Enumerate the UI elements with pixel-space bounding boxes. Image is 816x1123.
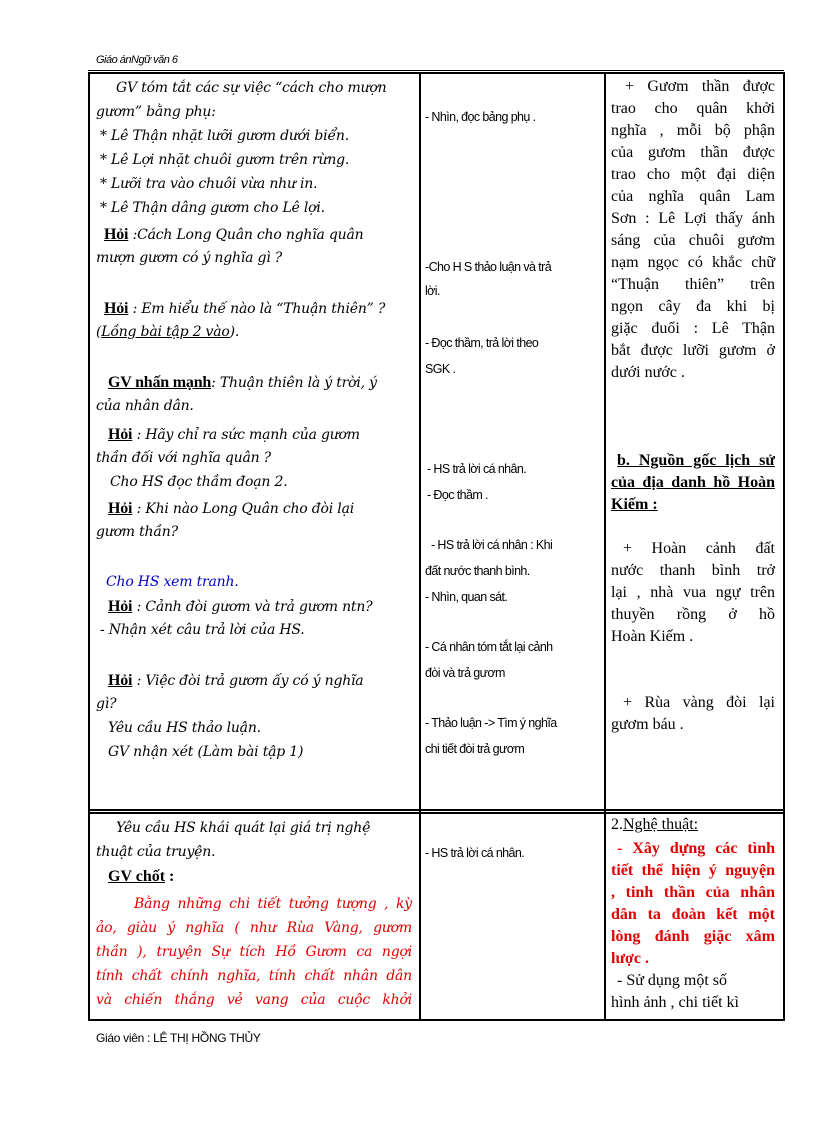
section-heading [611, 816, 698, 834]
text-line: lược . [611, 950, 650, 967]
paragraph [611, 76, 775, 384]
text-line: của nhân dân. [96, 398, 194, 414]
paragraph [611, 538, 775, 648]
text-line: lời. [425, 284, 440, 298]
paren-open: ( [96, 324, 102, 340]
text-line: - HS trả lời cá nhân : Khi [431, 538, 553, 552]
content-cell [605, 813, 784, 1020]
question-line [108, 426, 360, 444]
hoi-label: Hỏi [108, 426, 133, 443]
hoi-label: Hỏi [108, 500, 133, 517]
text-line: thuật của truyện. [96, 844, 216, 860]
text-line: SGK . [425, 362, 456, 376]
text-line: tính chất chính nghĩa, tính chất nhân dân [96, 968, 412, 984]
text-line: lòng đánh giặc xâm [611, 928, 775, 945]
emphasis-text: : Thuận thiên là ý trời, ý [211, 375, 377, 391]
text-line: dưới nước . [611, 364, 685, 381]
gv-emphasis-label: GV nhấn mạnh [108, 374, 212, 391]
text-line: * Lê Lợi nhặt chuôi gươm trên rừng. [100, 152, 350, 168]
paren-close: ). [229, 324, 240, 340]
question-line [104, 300, 385, 318]
text-line: đòi và trả gươm [425, 666, 505, 680]
text-line: nghĩa , mỗi bộ phận [611, 122, 775, 139]
table-row [89, 73, 784, 810]
question-line [108, 598, 372, 616]
text-line: gươm báu . [611, 716, 684, 733]
question-line [108, 672, 363, 690]
question-text: : Hãy chỉ ra sức mạnh của gươm [136, 427, 360, 443]
heading-text: Nghệ thuật: [623, 816, 699, 833]
header-rule [88, 70, 784, 71]
text-line: - Cá nhân tóm tắt lại cảnh [425, 640, 553, 654]
text-line: -Cho H S thảo luận và trả [425, 260, 552, 274]
text-line: thần đối với nghĩa quân ? [96, 450, 271, 466]
text-line: - HS trả lời cá nhân. [427, 462, 527, 476]
text-line: GV nhận xét (Làm bài tập 1) [108, 744, 304, 760]
question-text: :Cách Long Quân cho nghĩa quân [132, 227, 364, 243]
question-text: : Khi nào Long Quân cho đòi lại [136, 501, 354, 517]
text-line: Cho HS đọc thầm đoạn 2. [110, 474, 288, 490]
text-line: chi tiết đòi trả gươm [425, 742, 525, 756]
text-line: + Rùa vàng đòi lại [623, 694, 775, 711]
text-line: nước thanh bình trở [611, 562, 775, 579]
student-activity-cell [420, 73, 605, 810]
text-line: Yêu cầu HS thảo luận. [108, 720, 261, 736]
text-line: - Nhận xét câu trả lời của HS. [100, 622, 305, 638]
text-line: gươm thần? [96, 524, 178, 540]
text-line: - Đọc thầm . [427, 488, 488, 502]
teacher-activity-cell [89, 813, 420, 1020]
text-line: gì? [96, 696, 117, 712]
red-paragraph [611, 838, 775, 970]
red-paragraph [96, 892, 412, 1012]
text-line: + Hoàn cảnh đất [623, 540, 775, 557]
text-line: GV tóm tắt các sự việc “cách cho mượn [116, 80, 387, 96]
table-row [89, 813, 784, 1020]
question-line [104, 226, 363, 244]
text-line-blue: Cho HS xem tranh. [106, 574, 239, 590]
question-text: : Cảnh đòi gươm và trả gươm ntn? [136, 599, 373, 615]
text-line: thuyền rồng ở hồ [611, 606, 775, 623]
text-line: * Lưỡi tra vào chuôi vừa như in. [100, 176, 318, 192]
conclusion-label [108, 868, 174, 886]
text-line: của nghĩa quân Lam [611, 188, 775, 205]
heading-line: Kiếm : [611, 496, 658, 513]
page-footer: Giáo viên : LÊ THỊ HỒNG THỦY [96, 1031, 261, 1045]
heading-number: 2. [611, 816, 623, 833]
gv-chot-label: GV chốt [108, 868, 166, 885]
hoi-label: Hỏi [108, 672, 133, 689]
text-line: ngọn cây đa khi bị [611, 298, 775, 315]
hoi-label: Hỏi [104, 300, 129, 317]
student-activity-cell [420, 813, 605, 1020]
text-line: lại , nhà vua ngự trên [611, 584, 775, 601]
teacher-activity-cell [89, 73, 420, 810]
text-line: tiết thể hiện ý nguyện [611, 862, 775, 879]
text-line: - Nhìn, đọc bảng phụ . [425, 110, 536, 124]
text-line: và chiến thắng vẻ vang của cuộc khởi [96, 992, 412, 1008]
question-line [108, 500, 354, 518]
paragraph [611, 692, 775, 736]
text-line: Yêu cầu HS khái quát lại giá trị nghệ [116, 820, 371, 836]
text-line: - Đọc thầm, trả lời theo [425, 336, 539, 350]
exercise-reference: Lồng bài tập 2 vào [101, 324, 230, 340]
text-line: + Gươm thần được [625, 78, 775, 95]
emphasis-line [108, 374, 377, 392]
page-header: Giáo ánNgữ văn 6 [96, 54, 178, 66]
text-line: - Sử dụng một số [617, 972, 728, 989]
text-line: mượn gươm có ý nghĩa gì ? [96, 250, 283, 266]
text-line: - Xây dựng các tình [617, 840, 775, 857]
text-line: đất nước thanh bình. [425, 564, 530, 578]
text-line: dân ta đoàn kết một [611, 906, 775, 923]
section-heading [611, 450, 775, 516]
text-line: * Lê Thận nhặt lưỡi gươm dưới biển. [100, 128, 349, 144]
text-line: của gươm thần được [611, 144, 775, 161]
text-line [96, 324, 239, 340]
content-cell [605, 73, 784, 810]
paragraph [611, 970, 775, 1014]
text-line: Hoàn Kiếm . [611, 628, 694, 645]
text-line: , tinh thần của nhân [611, 884, 775, 901]
text-line: giặc đuổi : Lê Thận [611, 320, 775, 337]
text-line: trao cho một đại diện [611, 166, 775, 183]
heading-line: của địa danh hồ Hoàn [611, 474, 775, 491]
heading-line: b. Nguồn gốc lịch sử [617, 452, 775, 469]
text-line: Bằng những chi tiết tưởng tượng , kỳ [134, 896, 412, 912]
text-line: * Lê Thận dâng gươm cho Lê lợi. [100, 200, 325, 216]
text-line: nạm ngọc có khắc chữ [611, 254, 775, 271]
colon: : [165, 868, 175, 885]
text-line: - Thảo luận -> Tìm ý nghĩa [425, 716, 557, 730]
text-line: trao cho quân khởi [611, 100, 775, 117]
question-text: : Em hiểu thế nào là “Thuận thiên” ? [132, 301, 386, 317]
text-line: gươm” bằng phụ: [96, 104, 216, 120]
question-text: : Việc đòi trả gươm ấy có ý nghĩa [136, 673, 364, 689]
text-line: sáng của chuôi gươm [611, 232, 775, 249]
text-line: hình ảnh , chi tiết kì [611, 994, 739, 1011]
text-line: - Nhìn, quan sát. [425, 590, 508, 604]
text-line: thần ), truyện Sự tích Hồ Gươm ca ngợi [96, 944, 412, 960]
text-line: ảo, giàu ý nghĩa ( như Rùa Vàng, gươm [96, 920, 412, 936]
lesson-table [88, 72, 785, 1021]
text-line: - HS trả lời cá nhân. [425, 846, 525, 860]
text-line: “Thuận thiên” trên [611, 276, 775, 293]
text-line: bắt được lưỡi gươm ở [611, 342, 775, 359]
hoi-label: Hỏi [108, 598, 133, 615]
hoi-label: Hỏi [104, 226, 129, 243]
text-line: Sơn : Lê Lợi thấy ánh [611, 210, 775, 227]
